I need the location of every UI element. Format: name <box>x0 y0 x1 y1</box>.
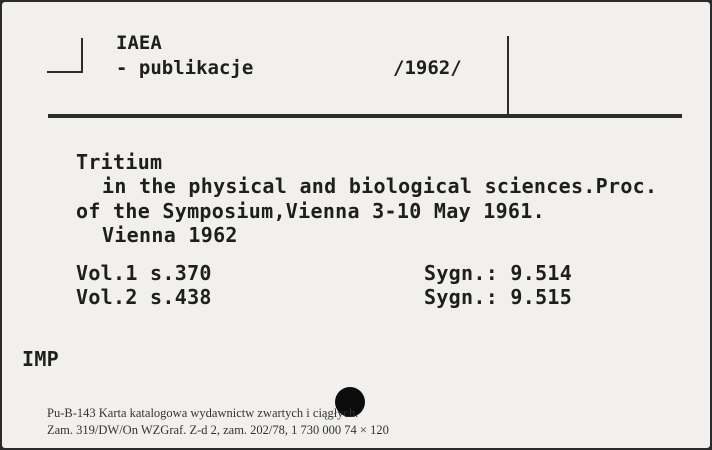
header-separator <box>48 114 682 118</box>
shelfmark-1: Sygn.: 9.514 <box>424 261 573 285</box>
entry-title: Tritium <box>76 150 163 174</box>
volume-2: Vol.2 s.438 <box>76 285 212 309</box>
header-left-underline <box>47 71 83 73</box>
header-subheading: - publikacje <box>116 57 254 79</box>
entry-line-3: Vienna 1962 <box>102 223 238 247</box>
footer-line-2: Zam. 319/DW/On WZGraf. Z-d 2, zam. 202/78, 1 730 000 74 × 120 <box>47 423 389 437</box>
header-left-divider <box>81 38 83 73</box>
shelfmark-2: Sygn.: 9.515 <box>424 285 573 309</box>
header-right-divider <box>507 36 509 116</box>
entry-line-1: in the physical and biological sciences.Proc. <box>102 174 658 198</box>
catalog-card <box>2 2 710 448</box>
header-year: /1962/ <box>393 57 462 79</box>
location-mark: IMP <box>22 347 60 371</box>
header-subject: IAEA <box>116 32 162 54</box>
entry-line-2: of the Symposium,Vienna 3-10 May 1961. <box>76 199 545 223</box>
volume-1: Vol.1 s.370 <box>76 261 212 285</box>
footer-line-1: Pu-B-143 Karta katalogowa wydawnictw zwartych i ciągłych. <box>47 406 359 420</box>
